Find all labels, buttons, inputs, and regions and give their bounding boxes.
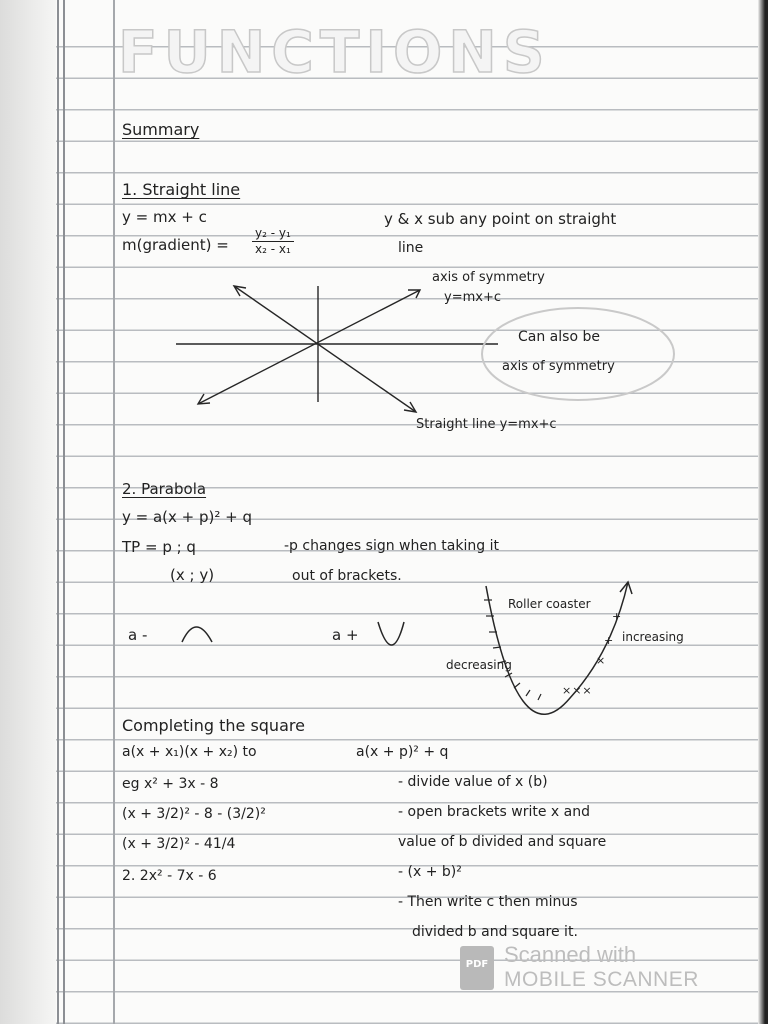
straight-line-bottom-label: Straight line y=mx+c [416, 417, 557, 432]
line-negative-gradient [234, 286, 416, 412]
increasing-crosses-top: + [612, 610, 622, 623]
example-step-2: (x + 3/2)² - 41/4 [122, 836, 236, 852]
gradient-label: m(gradient) = [122, 236, 229, 254]
method-note-1: - divide value of x (b) [398, 774, 548, 790]
parabola-note-1: -p changes sign when taking it [284, 538, 499, 554]
page-title: FUNCTIONS [118, 18, 551, 86]
method-note-3: - (x + b)² [398, 864, 462, 880]
sad-parabola-shape [182, 627, 212, 642]
increasing-crosses-upper: + [604, 634, 614, 647]
turning-point-line-1: TP = p ; q [122, 538, 196, 556]
scanner-watermark [460, 940, 699, 998]
note-circle [482, 308, 674, 400]
method-note-4b: divided b and square it. [412, 924, 578, 940]
circle-note-2: axis of symmetry [502, 359, 615, 374]
increasing-label: increasing [622, 630, 684, 644]
watermark-line-1: Scanned with [504, 942, 637, 967]
circle-note-1: Can also be [518, 329, 600, 345]
axis-equation-label: y=mx+c [444, 290, 501, 305]
method-note-2b: value of b divided and square [398, 834, 607, 850]
method-note-4a: - Then write c then minus [398, 894, 578, 910]
line-positive-gradient [198, 290, 420, 404]
turning-point-line-2: (x ; y) [170, 566, 215, 584]
axis-symmetry-label: axis of symmetry [432, 270, 545, 285]
summary-heading: Summary [122, 120, 200, 139]
straight-line-diagram [176, 286, 674, 412]
gradient-denominator: x₂ - x₁ [255, 242, 291, 256]
straight-line-note-1: y & x sub any point on straight [384, 210, 617, 228]
roller-coaster-curve [486, 582, 628, 714]
pdf-icon [460, 946, 494, 990]
watermark-line-2: MOBILE SCANNER [504, 968, 699, 991]
happy-parabola-shape [378, 622, 404, 645]
straight-line-equation: y = mx + c [122, 208, 207, 226]
increasing-crosses-bottom: ××× [562, 684, 593, 697]
decreasing-label: decreasing [446, 658, 512, 672]
pdf-icon-label: PDF [465, 959, 489, 970]
parabola-heading: 2. Parabola [122, 480, 207, 498]
method-note-2a: - open brackets write x and [398, 804, 590, 820]
straight-line-heading: 1. Straight line [122, 180, 241, 199]
parabola-note-2: out of brackets. [292, 568, 402, 584]
a-positive-label: a + [332, 626, 359, 644]
vertex-form: a(x + p)² + q [356, 744, 449, 760]
gradient-numerator: y₂ - y₁ [252, 226, 294, 242]
completing-square-heading: Completing the square [122, 716, 305, 735]
increasing-crosses-mid: × [596, 654, 606, 667]
factored-form: a(x + x₁)(x + x₂) to [122, 744, 257, 760]
a-negative-label: a - [128, 626, 148, 644]
example-2: 2. 2x² - 7x - 6 [122, 868, 217, 884]
parabola-equation: y = a(x + p)² + q [122, 508, 253, 526]
roller-coaster-label: Roller coaster [508, 597, 591, 611]
example-step-1: (x + 3/2)² - 8 - (3/2)² [122, 806, 266, 822]
example-1: eg x² + 3x - 8 [122, 776, 219, 792]
straight-line-note-2: line [398, 240, 424, 256]
